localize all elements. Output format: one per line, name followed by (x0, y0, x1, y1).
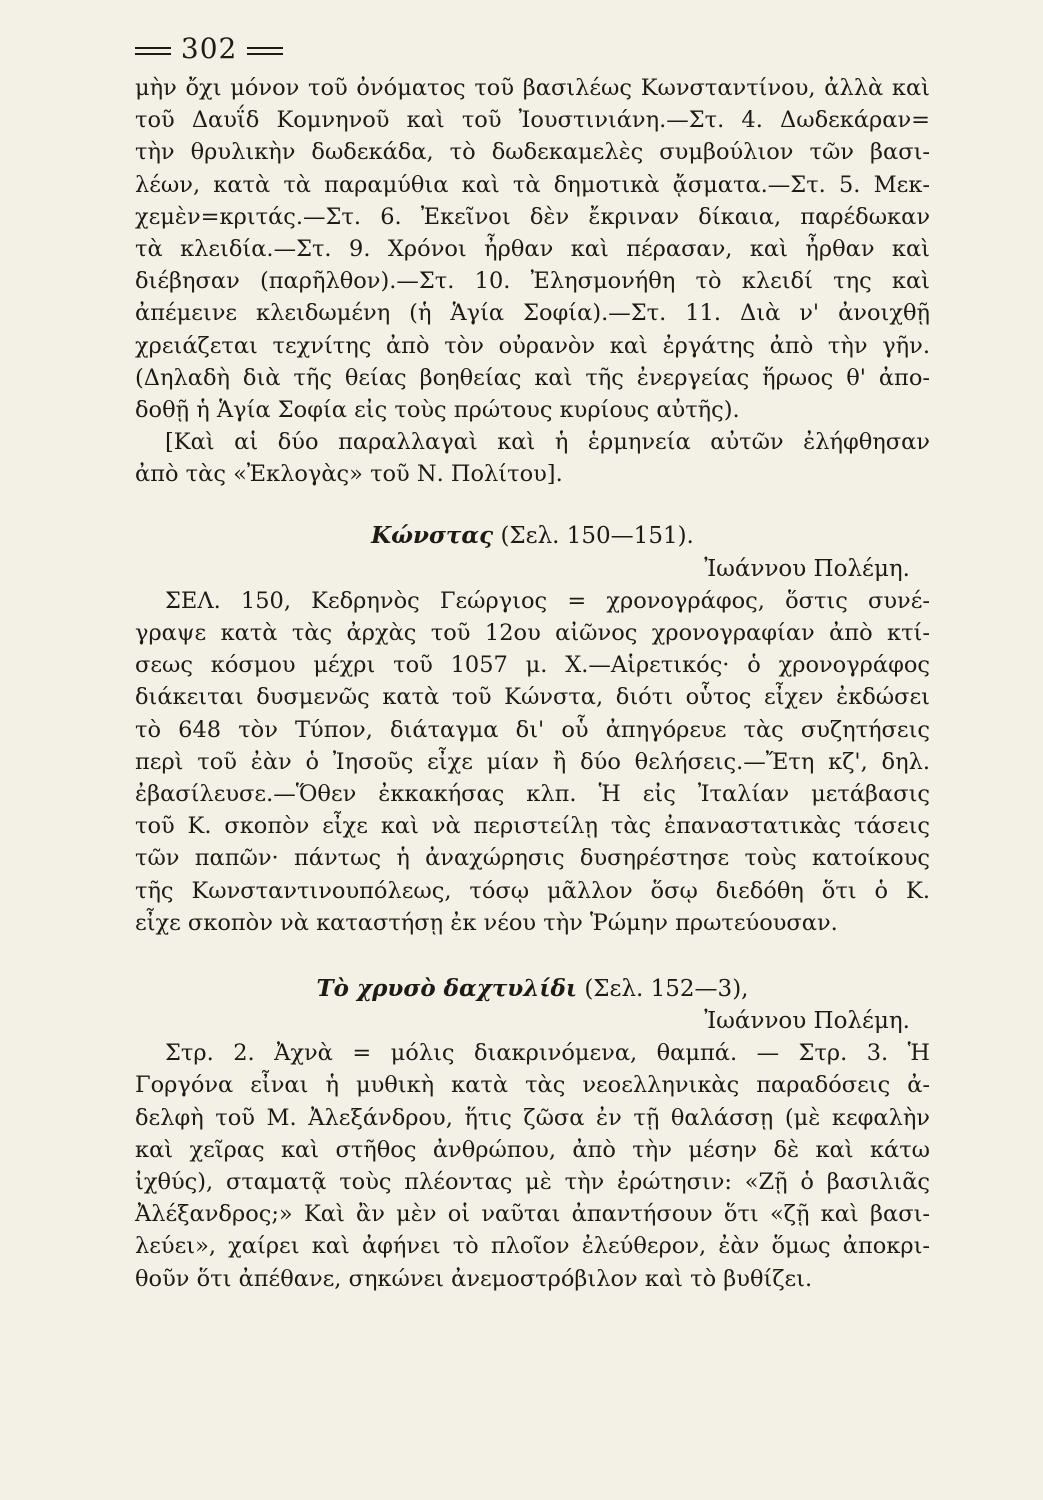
spacer (135, 939, 930, 973)
text-line: καὶ χεῖρας καὶ στῆθος ἀνθρώπου, ἀπὸ τὴν μέσην δὲ καὶ κάτω (135, 1136, 930, 1163)
page-header (135, 32, 283, 65)
text-line: ἀπὸ τὰς «Ἐκλογὰς» τοῦ Ν. Πολίτου]. (135, 461, 563, 488)
text-line: Στρ. 2. Ἀχνὰ = μόλις διακρινόμενα, θαμπά. — Στρ. 3. Ἡ (165, 1040, 930, 1067)
text-line: Ἀλέξανδρος;» Καὶ ἂν μὲν οἱ ναῦται ἀπαντήσουν ὅτι «ζῇ καὶ βασι- (135, 1201, 930, 1228)
text-line: τὸ 648 τὸν Τύπον, διάταγμα δι' οὗ ἀπηγόρευε τὰς συζητήσεις (135, 716, 930, 743)
text-line: δελφὴ τοῦ Μ. Ἀλεξάνδρου, ἥτις ζῶσα ἐν τῇ θαλάσσῃ (μὲ κεφαλὴν (135, 1104, 930, 1131)
section-title: Κώνστας (371, 522, 494, 550)
section-author: Ἰωάννου Πολέμη. (704, 555, 910, 582)
text-line: μὴν ὄχι μόνον τοῦ ὀνόματος τοῦ βασιλέως Κωνσταντίνου, ἀλλὰ καὶ (135, 75, 930, 101)
text-line: τοῦ Δαυΐδ Κομνηνοῦ καὶ τοῦ Ἰουστινιάνη.—Στ. 4. Δωδεκάραν= (135, 107, 930, 134)
text-line: σεως κόσμου μέχρι τοῦ 1057 μ. Χ.—Αἱρετικός· ὁ χρονογράφος (135, 652, 930, 679)
text-line: τὰ κλειδία.—Στ. 9. Χρόνοι ἦρθαν καὶ πέρασαν, καὶ ἦρθαν καὶ (135, 235, 930, 262)
text-line: [Καὶ αἱ δύο παραλλαγαὶ καὶ ἡ ἑρμηνεία αὐτῶν ἐλήφθησαν (165, 429, 930, 456)
text-line: διέβησαν (παρῆλθον).—Στ. 10. Ἐλησμονήθη τὸ κλειδί της καὶ (135, 268, 930, 295)
section-golden-ring (135, 973, 930, 1295)
text-line: λεύει», χαίρει καὶ ἀφήνει τὸ πλοῖον ἐλεύθερον, ἐὰν ὅμως ἀποκρι- (135, 1233, 930, 1260)
section-pages: (Σελ. 152—3), (584, 975, 749, 1002)
text-line: περὶ τοῦ ἐὰν ὁ Ἰησοῦς εἶχε μίαν ἢ δύο θελήσεις.—Ἔτη κζ', δηλ. (135, 748, 930, 775)
page-body (135, 72, 930, 1295)
section-konstas (135, 520, 930, 938)
text-line: ἰχθύς), σταματᾷ τοὺς πλέοντας μὲ τὴν ἐρώτησιν: «Ζῇ ὁ βασιλιᾶς (135, 1169, 930, 1195)
header-ornament-left (135, 47, 171, 55)
text-line: ἀπέμεινε κλειδωμένη (ἡ Ἁγία Σοφία).—Στ. 11. Διὰ ν' ἀνοιχθῇ (135, 300, 930, 327)
section-heading (135, 520, 930, 552)
text-line: τῶν παπῶν· πάντως ἡ ἀναχώρησις δυσηρέστησε τοὺς κατοίκους (135, 845, 930, 872)
text-line: τὴν θρυλικὴν δωδεκάδα, τὸ δωδεκαμελὲς συμβούλιον τῶν βασι- (135, 139, 930, 166)
section-title: Τὸ χρυσὸ δαχτυλίδι (316, 974, 577, 1002)
text-line: εἶχε σκοπὸν νὰ καταστήσῃ ἐκ νέου τὴν Ῥώμην πρωτεύουσαν. (135, 909, 838, 936)
text-line: (Δηλαδὴ διὰ τῆς θείας βοηθείας καὶ τῆς ἐνεργείας ἥρωος θ' ἀπο- (135, 364, 930, 391)
section-heading (135, 973, 930, 1005)
text-line: θοῦν ὅτι ἀπέθανε, σηκώνει ἀνεμοστρόβιλον καὶ τὸ βυθίζει. (135, 1265, 813, 1292)
source-note-paragraph (135, 426, 930, 490)
text-line: χεμὲν=κριτάς.—Στ. 6. Ἐκεῖνοι δὲν ἔκριναν δίκαια, παρέδωκαν (135, 203, 930, 230)
section-pages: (Σελ. 150—151). (500, 523, 694, 550)
text-line: γραψε κατὰ τὰς ἀρχὰς τοῦ 12ου αἰῶνος χρονογραφίαν ἀπὸ κτί- (135, 620, 930, 646)
text-line: λέων, κατὰ τὰ παραμύθια καὶ τὰ δημοτικὰ ᾄσματα.—Στ. 5. Μεκ- (135, 171, 930, 198)
section-author: Ἰωάννου Πολέμη. (704, 1008, 910, 1035)
text-line: ΣΕΛ. 150, Κεδρηνὸς Γεώργιος = χρονογράφος, ὅστις συνέ- (165, 587, 930, 614)
text-line: Γοργόνα εἶναι ἡ μυθικὴ κατὰ τὰς νεοελληνικὰς παραδόσεις ἀ- (135, 1072, 930, 1099)
commentary-paragraph (135, 72, 930, 426)
text-line: χρειάζεται τεχνίτης ἀπὸ τὸν οὐρανὸν καὶ ἐργάτης ἀπὸ τὴν γῆν. (135, 332, 930, 359)
page-number: 302 (180, 32, 238, 65)
text-line: τοῦ Κ. σκοπὸν εἶχε καὶ νὰ περιστείλῃ τὰς ἐπαναστατικὰς τάσεις (135, 813, 930, 840)
text-line: ἐβασίλευσε.—Ὅθεν ἐκκακήσας κλπ. Ἡ εἰς Ἰταλίαν μετάβασις (135, 780, 930, 807)
text-line: τῆς Κωνσταντινουπόλεως, τόσῳ μᾶλλον ὅσῳ διεδόθη ὅτι ὁ Κ. (135, 877, 930, 904)
text-line: διάκειται δυσμενῶς κατὰ τοῦ Κώνστα, διότι οὗτος εἶχεν ἐκδώσει (135, 684, 930, 711)
text-line: δοθῇ ἡ Ἁγία Σοφία εἰς τοὺς πρώτους κυρίους αὐτῆς). (135, 396, 740, 423)
spacer (135, 490, 930, 520)
header-ornament-right (247, 47, 283, 55)
